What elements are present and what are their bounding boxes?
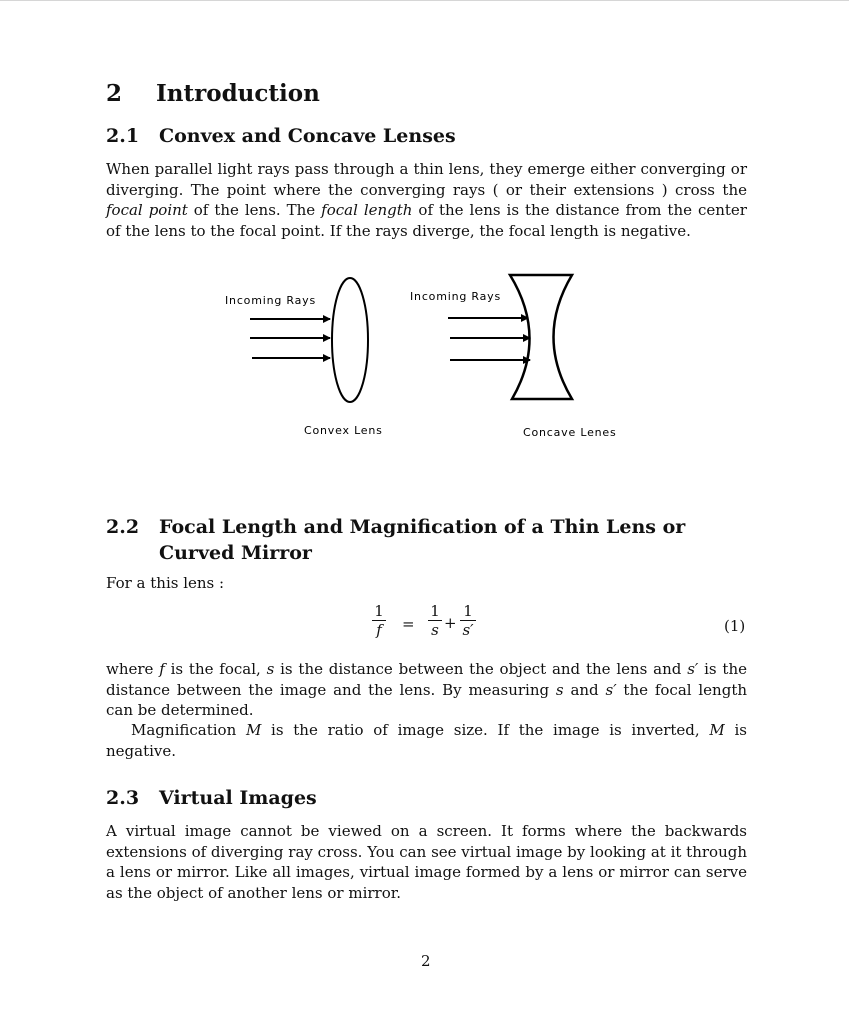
subsection-heading-2-2 (106, 514, 751, 566)
virtual-images-paragraph: A virtual image cannot be viewed on a screen. It forms where the backwards extensions of diverging ray cross. You can see virtual image by looking at it through a lens or mirror. Like all images, virtual image formed by a lens or mirror can serve as the object of another lens or mirror. (106, 822, 747, 903)
focal-point-term: focal point (106, 201, 188, 220)
convex-lens-shape (332, 278, 368, 402)
concave-incoming-rays-label: Incoming Rays (410, 290, 501, 303)
subsection-heading-2-1 (106, 125, 456, 147)
subsection-title: Convex and Concave Lenses (159, 125, 456, 147)
subsection-heading-2-3 (106, 787, 317, 809)
section-heading (106, 80, 320, 107)
lens-figure (200, 270, 660, 445)
plus-sign: + (444, 614, 457, 632)
subsection-number: 2.2 (106, 516, 140, 538)
lens-paragraph: When parallel light rays pass through a thin lens, they emerge either converging or diverging. The point where the converging rays ( or their extensions ) cross the focal point of the lens. The focal length of the lens is the distance from the center of the lens to the focal point. If the rays diverge, the focal length is negative. (106, 160, 747, 241)
subsection-title: Focal Length and Magnification of a Thin Lens or Curved Mirror (159, 516, 686, 564)
variables-paragraph: where f is the focal, s is the distance between the object and the lens and s′ is the distance between the image and the lens. By measuring s and s′ the focal length can be determined. (106, 660, 748, 720)
subsection-number: 2.1 (106, 125, 140, 147)
subsection-title: Virtual Images (159, 787, 317, 809)
focal-length-term: focal length (321, 201, 413, 220)
lens-diagram (200, 270, 660, 445)
fraction-one-over-s-prime: 1 s′ (460, 604, 476, 639)
fraction-one-over-s: 1 s (428, 604, 442, 639)
concave-lens-caption: Concave Lenes (523, 426, 617, 439)
equals-sign: = (402, 615, 415, 633)
section-number: 2 (106, 80, 123, 107)
subsection-number: 2.3 (106, 787, 140, 809)
section-title: Introduction (156, 80, 320, 107)
thin-lens-equation (368, 604, 508, 650)
thin-lens-intro: For a this lens : (106, 574, 225, 592)
magnification-paragraph: Magnification M is the ratio of image size. If the image is inverted, M is negative. (106, 721, 748, 760)
convex-lens-caption: Convex Lens (304, 424, 383, 437)
equation-number: (1) (724, 617, 746, 635)
convex-incoming-rays-label: Incoming Rays (225, 294, 316, 307)
fraction-one-over-f: 1 f (372, 604, 386, 639)
page-number: 2 (421, 952, 431, 970)
